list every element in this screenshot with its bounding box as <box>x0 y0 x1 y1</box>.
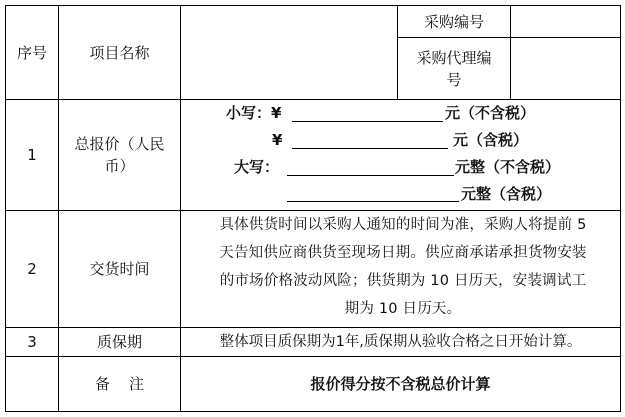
row4-content: 报价得分按不含税总价计算 <box>310 375 491 393</box>
header-seq: 序号 <box>16 43 47 62</box>
price-lower-excl-prefix: 小写：¥ <box>226 104 282 122</box>
purchase-no-value[interactable] <box>511 6 620 37</box>
table-border-bottom <box>5 411 620 412</box>
header-agent-no-line2: 号 <box>446 70 462 89</box>
row2-content-line1: 具体供货时间以采购人通知的时间为准，采购人将提前 5 <box>219 217 587 233</box>
price-upper-excl-prefix: 大写： <box>234 158 280 176</box>
row1-label-line2: 币） <box>104 157 135 175</box>
project-name-value[interactable] <box>181 6 397 99</box>
price-lower-incl-blank[interactable] <box>292 148 448 149</box>
row2-label: 交货时间 <box>89 260 150 278</box>
price-lower-excl-blank[interactable] <box>292 121 443 122</box>
price-lower-incl-suffix: 元（含税） <box>453 131 529 149</box>
header-project-name: 项目名称 <box>89 43 150 62</box>
row4-seq <box>6 357 58 411</box>
header-agent-no-line1: 采购代理编 <box>416 48 492 67</box>
row1-label-line1: 总报价（人民 <box>74 135 165 153</box>
row1-label <box>59 100 180 210</box>
row3-seq: 3 <box>27 333 37 351</box>
row2-seq: 2 <box>27 260 37 278</box>
row4-label: 备 注 <box>94 375 145 393</box>
agent-no-value[interactable] <box>511 38 620 99</box>
row1-seq: 1 <box>27 146 37 164</box>
row3-content: 整体项目质保期为1年,质保期从验收合格之日开始计算。 <box>219 334 582 350</box>
row3-label: 质保期 <box>96 333 142 351</box>
row2-content-line2: 天告知供应商供货至现场日期。供应商承诺承担货物安装 <box>219 245 587 261</box>
table-border-right <box>620 5 621 412</box>
row2-content-line4: 期为 10 日历天。 <box>344 301 462 317</box>
price-upper-incl-suffix: 元整（含税） <box>461 185 552 203</box>
header-agent-no <box>398 38 510 99</box>
price-upper-excl-blank[interactable] <box>287 175 454 176</box>
price-upper-incl-blank[interactable] <box>287 201 459 202</box>
price-lower-incl-prefix: ¥ <box>272 131 283 149</box>
price-lower-excl-suffix: 元（不含税） <box>445 104 536 122</box>
price-upper-excl-suffix: 元整（不含税） <box>455 158 561 176</box>
row2-content-line3: 的市场价格波动风险；供货期为 10 日历天，安装调试工 <box>219 273 587 289</box>
header-purchase-no: 采购编号 <box>423 12 484 31</box>
